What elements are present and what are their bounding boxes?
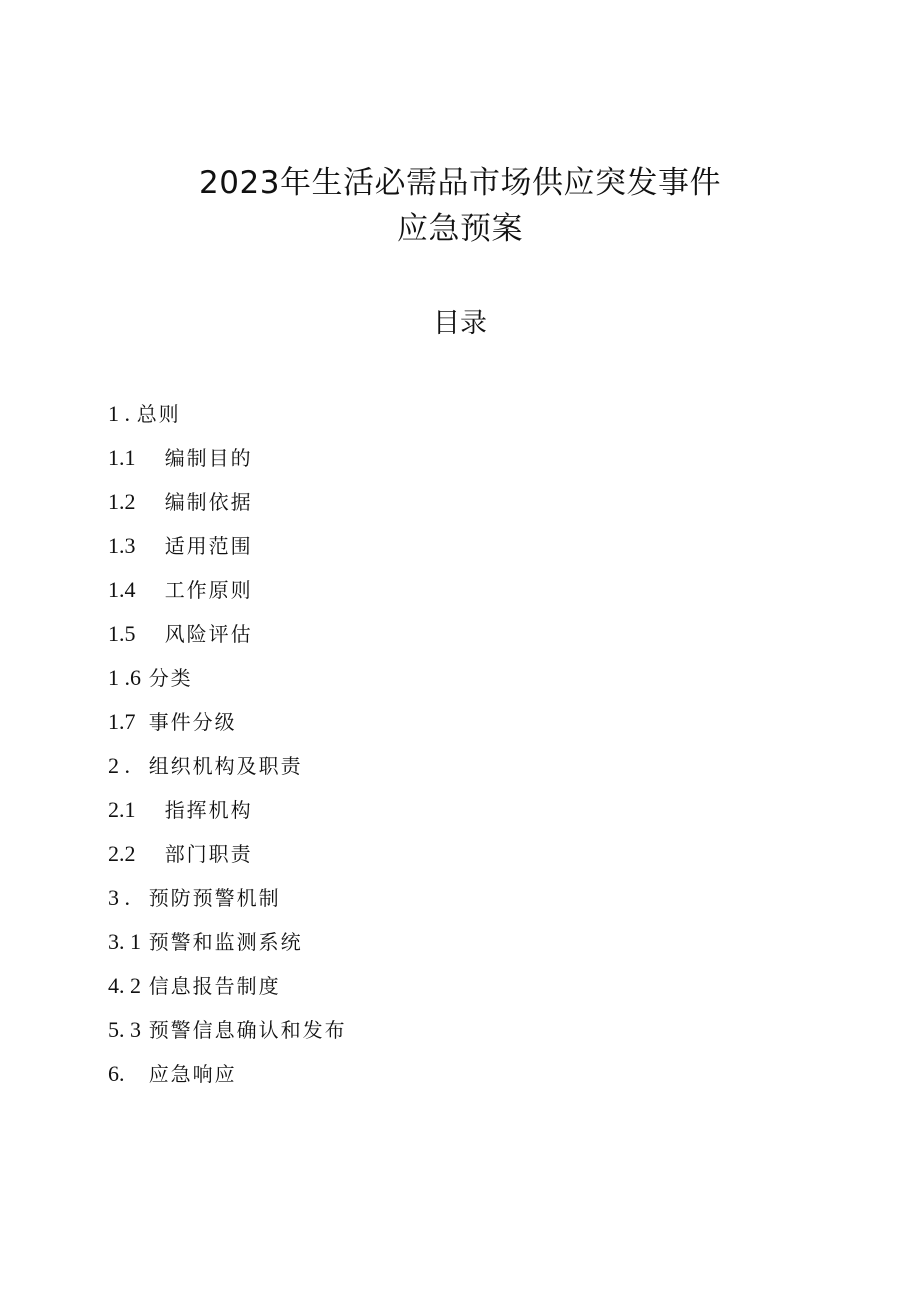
toc-item-3-1 xyxy=(108,920,347,964)
toc-item-number: 4. 2 xyxy=(108,973,141,998)
toc-heading: 目录 xyxy=(433,308,487,339)
toc-item-6 xyxy=(108,1052,347,1096)
toc-item-2 xyxy=(108,744,347,788)
toc-item-text: 编制依据 xyxy=(164,490,253,514)
toc-item-1-5 xyxy=(108,612,347,656)
toc-item-text: 部门职责 xyxy=(164,842,253,866)
toc-item-text: 指挥机构 xyxy=(164,798,253,822)
toc-item-1-1 xyxy=(108,436,347,480)
toc-item-5-3 xyxy=(108,1008,347,1052)
toc-item-number: 1.7 xyxy=(108,709,136,734)
toc-item-text: 预警和监测系统 xyxy=(148,930,303,954)
toc-item-number: 1.4 xyxy=(108,577,136,602)
toc-item-1-7 xyxy=(108,700,347,744)
toc-item-text: 事件分级 xyxy=(148,710,237,734)
toc-item-1-3 xyxy=(108,524,347,568)
toc-item-number: 2.1 xyxy=(108,797,136,822)
toc-item-1-2 xyxy=(108,480,347,524)
toc-item-1 xyxy=(108,392,347,436)
toc-item-number: 1.2 xyxy=(108,489,136,514)
toc-item-text: 工作原则 xyxy=(164,578,253,602)
toc-item-2-1 xyxy=(108,788,347,832)
toc-item-text: 适用范围 xyxy=(164,534,253,558)
toc-item-number: 1.3 xyxy=(108,533,136,558)
toc-item-number: 1 .6 xyxy=(108,665,141,690)
toc-item-number: 1.1 xyxy=(108,445,136,470)
title-line-2: 应急预案 xyxy=(397,211,523,247)
toc-item-1-6 xyxy=(108,656,347,700)
toc-item-text: 组织机构及职责 xyxy=(148,754,303,778)
toc-item-3 xyxy=(108,876,347,920)
toc-item-1-4 xyxy=(108,568,347,612)
document-title xyxy=(0,160,920,252)
toc-item-text: 风险评估 xyxy=(164,622,253,646)
toc-item-number: 3. 1 xyxy=(108,929,141,954)
table-of-contents xyxy=(108,392,347,1096)
toc-item-text: 编制目的 xyxy=(164,446,253,470)
toc-item-text: 分类 xyxy=(148,666,193,690)
toc-item-2-2 xyxy=(108,832,347,876)
toc-item-number: 5. 3 xyxy=(108,1017,141,1042)
toc-item-number: 2.2 xyxy=(108,841,136,866)
toc-item-number: 2 . xyxy=(108,753,130,778)
toc-item-number: 6. xyxy=(108,1061,125,1086)
toc-item-number: 3 . xyxy=(108,885,130,910)
toc-item-text: 预防预警机制 xyxy=(148,886,281,910)
toc-item-text: 总则 xyxy=(136,402,181,426)
title-line-1: 2023年生活必需品市场供应突发事件 xyxy=(199,165,721,201)
toc-item-4-2 xyxy=(108,964,347,1008)
toc-item-text: 信息报告制度 xyxy=(148,974,281,998)
toc-item-number: 1.5 xyxy=(108,621,136,646)
toc-item-text: 预警信息确认和发布 xyxy=(148,1018,347,1042)
toc-item-number: 1 . xyxy=(108,401,130,426)
toc-item-text: 应急响应 xyxy=(148,1062,237,1086)
